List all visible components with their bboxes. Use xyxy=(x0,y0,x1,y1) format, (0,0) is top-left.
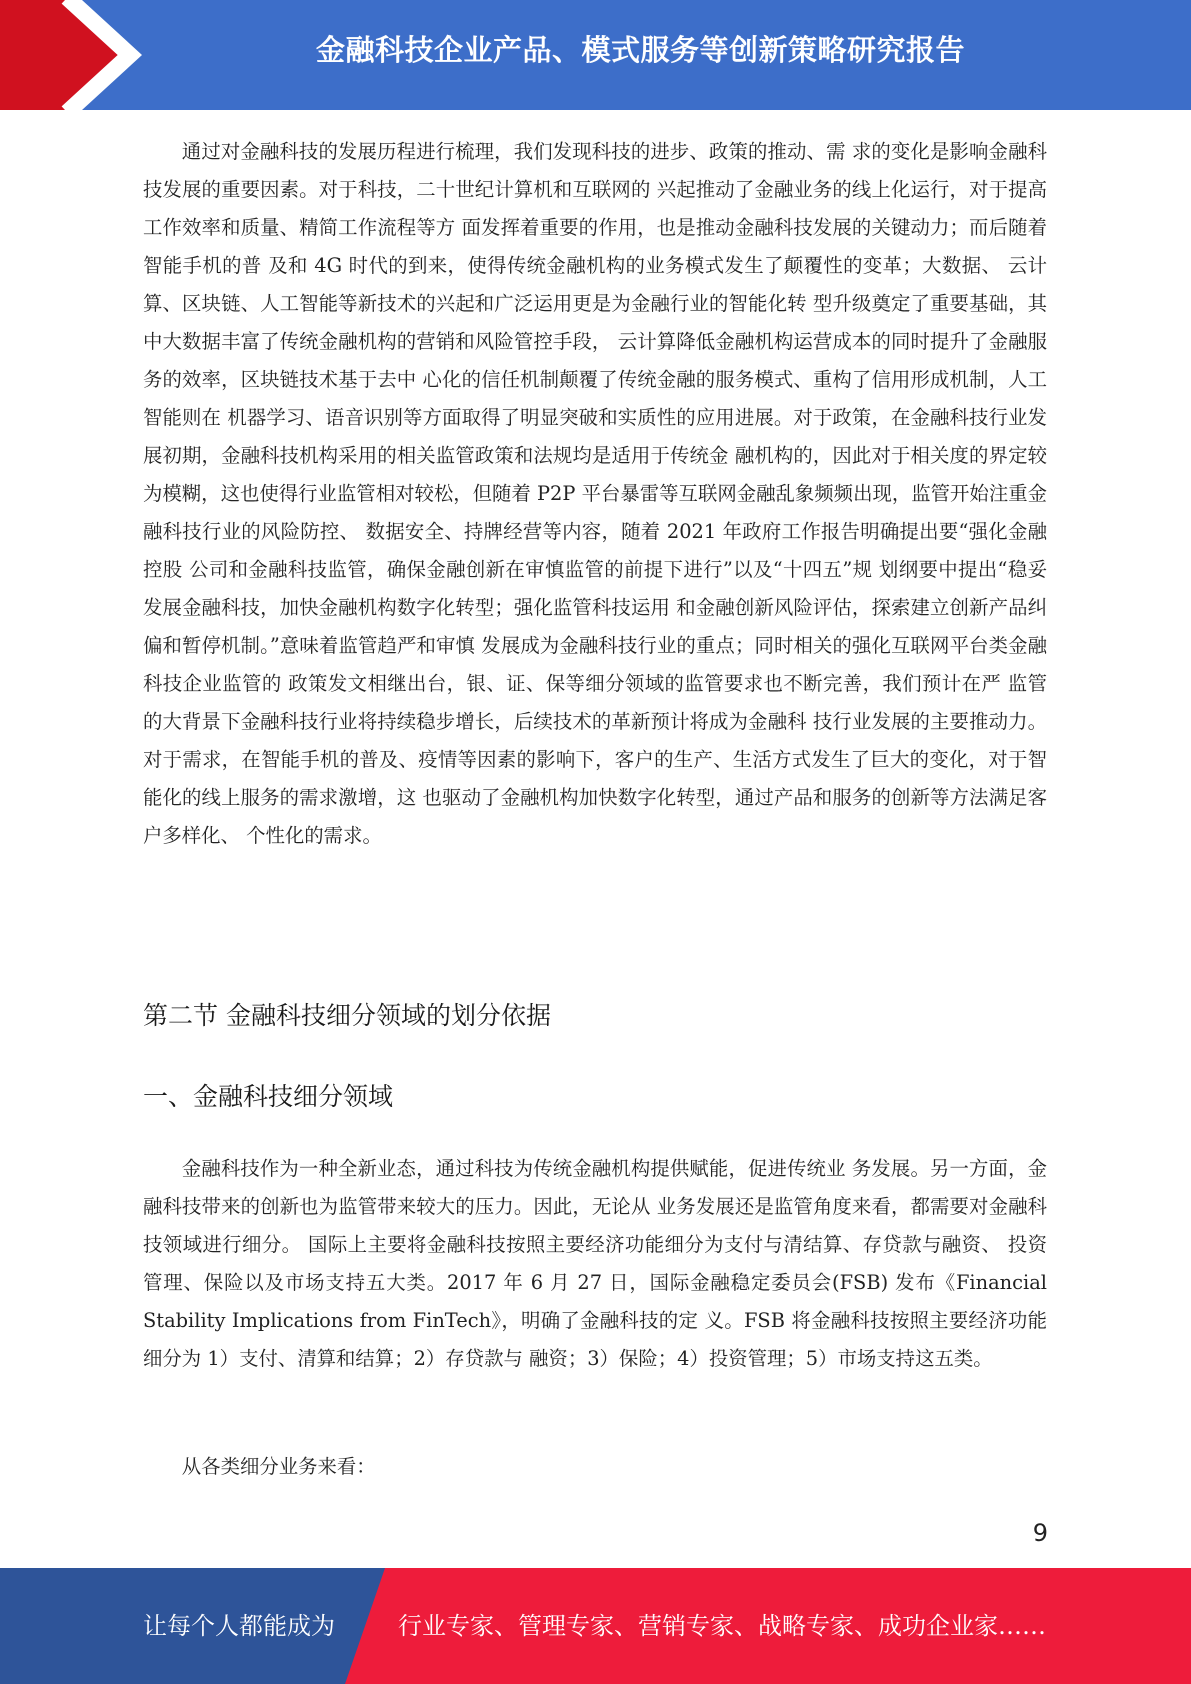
document-body-2 xyxy=(143,1150,1047,1378)
footer-slogan-left: 让每个人都能成为 xyxy=(143,1612,335,1640)
body-paragraph-2: 金融科技作为一种全新业态，通过科技为传统金融机构提供赋能，促进传统业 务发展。另一方面，金融科技带来的创新也为监管带来较大的压力。因此，无论从 业务发展还是监管角度来看，都需要对金融科技领域进行细分。 国际上主要将金融科技按照主要经济功能细分为支付与清结算、存贷款与融资、 投资管理、保险以及市场支持五大类。2017 年 6 月 27 日，国际金融稳定委员会(FSB) 发布《Financial Stability Implications from FinTech》，明确了金融科技的定 义。FSB 将金融科技按照主要经济功能细分为 1）支付、清算和结算；2）存贷款与 融资；3）保险；4）投资管理；5）市场支持这五类。 xyxy=(143,1157,1047,1370)
body-paragraph-1: 通过对金融科技的发展历程进行梳理，我们发现科技的进步、政策的推动、需 求的变化是影响金融科技发展的重要因素。对于科技，二十世纪计算机和互联网的 兴起推动了金融业务的线上化运行，对于提高工作效率和质量、精简工作流程等方 面发挥着重要的作用，也是推动金融科技发展的关键动力；而后随着智能手机的普 及和 4G 时代的到来，使得传统金融机构的业务模式发生了颠覆性的变革；大数据、 云计算、区块链、人工智能等新技术的兴起和广泛运用更是为金融行业的智能化转 型升级奠定了重要基础，其中大数据丰富了传统金融机构的营销和风险管控手段， 云计算降低金融机构运营成本的同时提升了金融服务的效率，区块链技术基于去中 心化的信任机制颠覆了传统金融的服务模式、重构了信用形成机制，人工智能则在 机器学习、语音识别等方面取得了明显突破和实质性的应用进展。对于政策，在金融科技行业发展初期，金融科技机构采用的相关监管政策和法规均是适用于传统金 融机构的，因此对于相关度的界定较为模糊，这也使得行业监管相对较松，但随着 P2P 平台暴雷等互联网金融乱象频频出现，监管开始注重金融科技行业的风险防控、 数据安全、持牌经营等内容，随着 2021 年政府工作报告明确提出要“强化金融控股 公司和金融科技监管，确保金融创新在审慎监管的前提下进行”以及“十四五”规 划纲要中提出“稳妥发展金融科技，加快金融机构数字化转型；强化监管科技运用 和金融创新风险评估，探索建立创新产品纠偏和暂停机制。”意味着监管趋严和审慎 发展成为金融科技行业的重点；同时相关的强化互联网平台类金融科技企业监管的 政策发文相继出台，银、证、保等细分领域的监管要求也不断完善，我们预计在严 监管的大背景下金融科技行业将持续稳步增长，后续技术的革新预计将成为金融科 技行业发展的主要推动力。对于需求，在智能手机的普及、疫情等因素的影响下，客户的生产、生活方式发生了巨大的变化，对于智能化的线上服务的需求激增，这 也驱动了金融机构加快数字化转型，通过产品和服务的创新等方法满足客户多样化、 个性化的需求。 xyxy=(143,140,1047,847)
header-arrow-decoration xyxy=(0,0,160,110)
document-title: 金融科技企业产品、模式服务等创新策略研究报告 xyxy=(315,33,965,67)
section-title: 第二节 金融科技细分领域的划分依据 xyxy=(143,1001,551,1030)
footer-banner xyxy=(0,1568,1191,1684)
header-banner xyxy=(0,0,1191,110)
body-paragraph-3: 从各类细分业务来看： xyxy=(181,1455,376,1478)
footer-slogan-right: 行业专家、管理专家、营销专家、战略专家、成功企业家…… xyxy=(398,1612,1046,1640)
document-body-3 xyxy=(143,1448,1047,1486)
subsection-title: 一、金融科技细分领域 xyxy=(143,1082,394,1111)
page-number: 9 xyxy=(1032,1519,1048,1547)
document-body xyxy=(143,133,1047,855)
